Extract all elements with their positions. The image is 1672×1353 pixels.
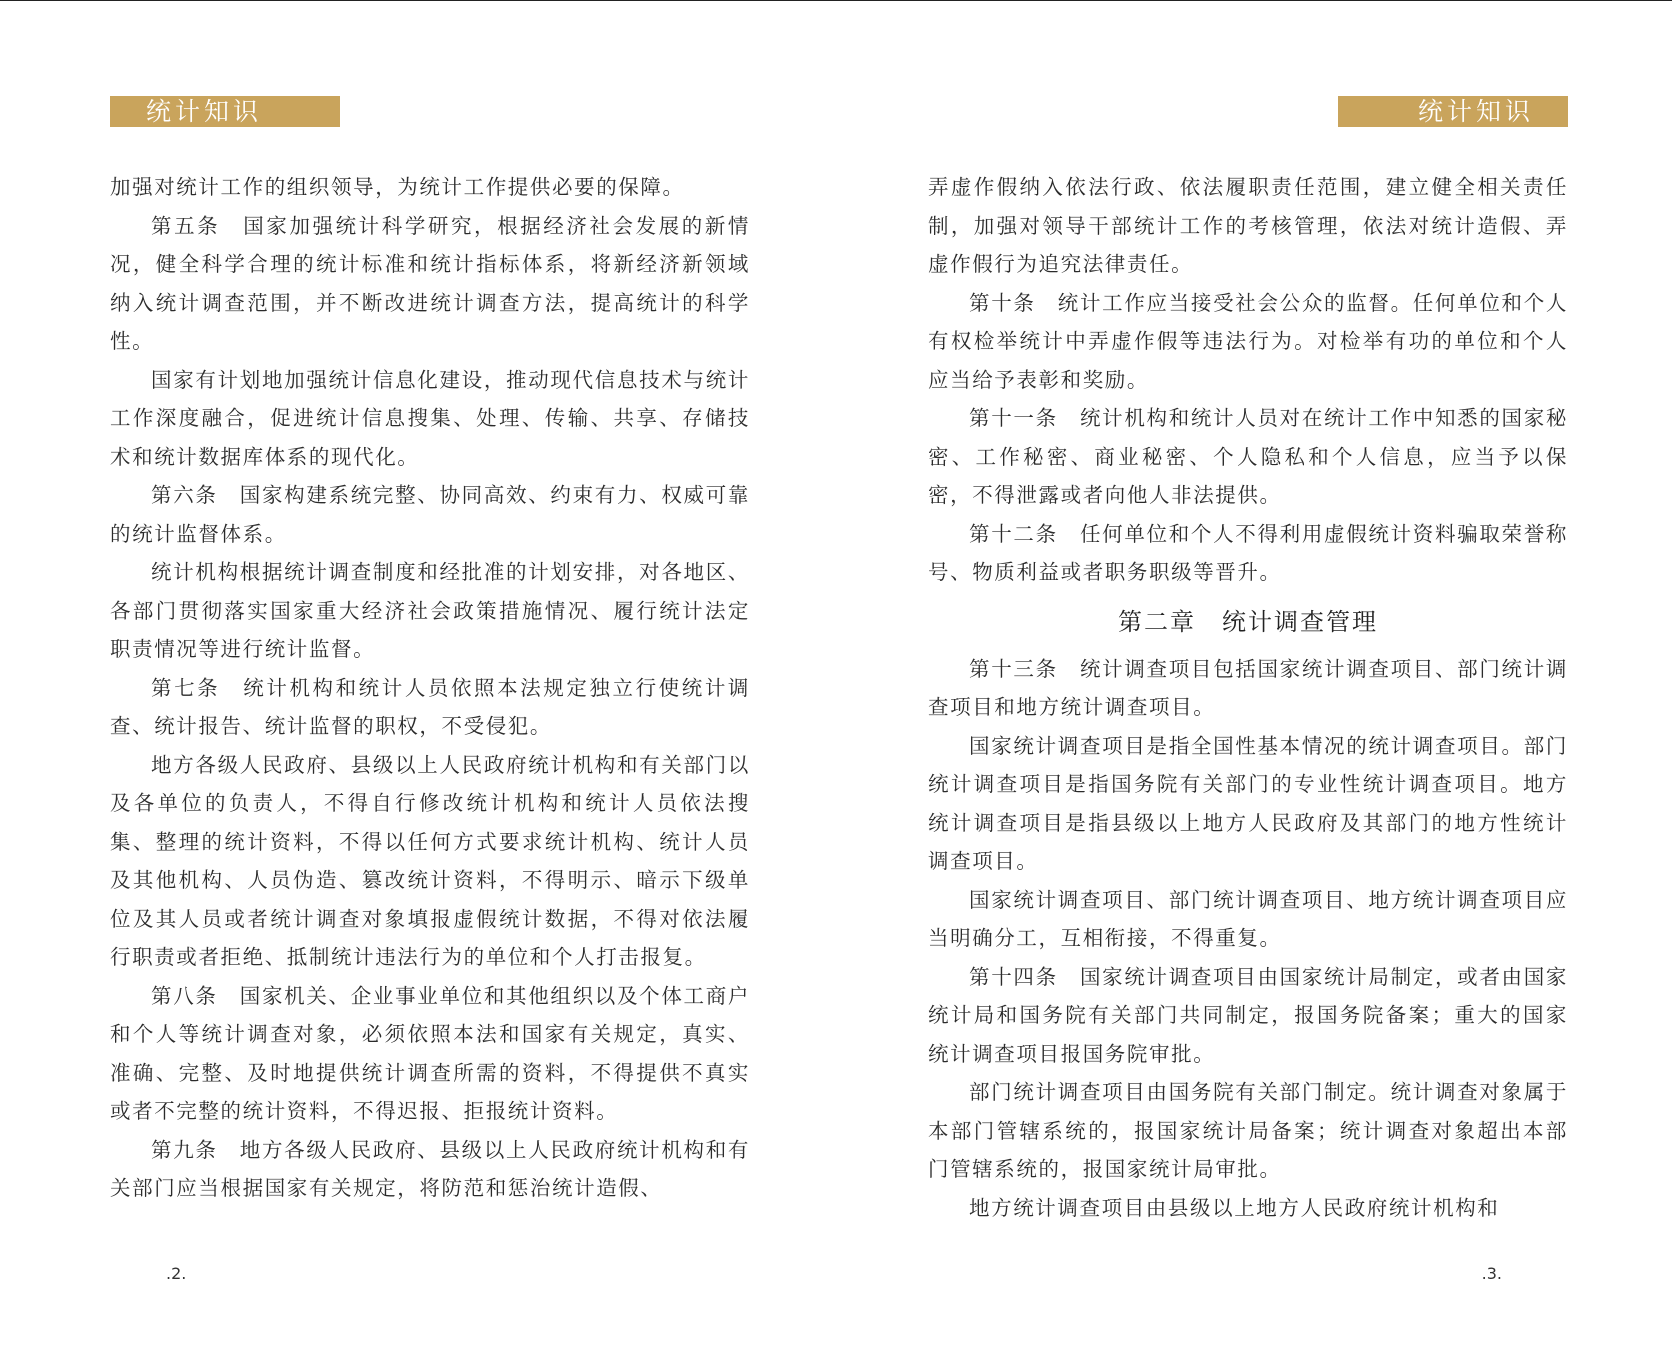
right-body-text bbox=[928, 168, 1568, 1227]
right-header-band: 统计知识 bbox=[1338, 96, 1568, 127]
paragraph: 国家有计划地加强统计信息化建设，推动现代信息技术与统计工作深度融合，促进统计信息搜集、处理、传输、共享、存储技术和统计数据库体系的现代化。 bbox=[110, 367, 750, 469]
paragraph: 第七条 统计机构和统计人员依照本法规定独立行使统计调查、统计报告、统计监督的职权，不受侵犯。 bbox=[110, 675, 750, 738]
right-page bbox=[928, 0, 1568, 1353]
paragraph: 地方统计调查项目由县级以上地方人民政府统计机构和 bbox=[969, 1195, 1500, 1220]
paragraph: 第六条 国家构建系统完整、协同高效、约束有力、权威可靠的统计监督体系。 bbox=[110, 483, 750, 546]
paragraph: 第十二条 任何单位和个人不得利用虚假统计资料骗取荣誉称号、物质利益或者职务职级等晋升。 bbox=[928, 521, 1568, 584]
left-page bbox=[110, 0, 750, 1353]
paragraph: 第十三条 统计调查项目包括国家统计调查项目、部门统计调查项目和地方统计调查项目。 bbox=[928, 656, 1568, 719]
paragraph: 弄虚作假纳入依法行政、依法履职责任范围，建立健全相关责任制，加强对领导干部统计工作的考核管理，依法对统计造假、弄虚作假行为追究法律责任。 bbox=[928, 175, 1568, 276]
paragraph: 国家统计调查项目、部门统计调查项目、地方统计调查项目应当明确分工，互相衔接，不得重复。 bbox=[928, 887, 1568, 950]
right-page-number: .3. bbox=[1481, 1264, 1502, 1283]
paragraph: 地方各级人民政府、县级以上人民政府统计机构和有关部门以及各单位的负责人，不得自行修改统计机构和统计人员依法搜集、整理的统计资料，不得以任何方式要求统计机构、统计人员及其他机构、人员伪造、篡改统计资料，不得明示、暗示下级单位及其人员或者统计调查对象填报虚假统计数据，不得对依法履行职责或者拒绝、抵制统计违法行为的单位和个人打击报复。 bbox=[110, 752, 750, 969]
paragraph: 第八条 国家机关、企业事业单位和其他组织以及个体工商户和个人等统计调查对象，必须依照本法和国家有关规定，真实、准确、完整、及时地提供统计调查所需的资料，不得提供不真实或者不完整的统计资料，不得迟报、拒报统计资料。 bbox=[110, 983, 750, 1123]
paragraph: 第十四条 国家统计调查项目由国家统计局制定，或者由国家统计局和国务院有关部门共同制定，报国务院备案；重大的国家统计调查项目报国务院审批。 bbox=[928, 964, 1568, 1066]
paragraph: 加强对统计工作的组织领导，为统计工作提供必要的保障。 bbox=[110, 175, 685, 199]
paragraph: 第九条 地方各级人民政府、县级以上人民政府统计机构和有关部门应当根据国家有关规定，将防范和惩治统计造假、 bbox=[110, 1137, 750, 1200]
paragraph: 第五条 国家加强统计科学研究，根据经济社会发展的新情况，健全科学合理的统计标准和统计指标体系，将新经济新领域纳入统计调查范围，并不断改进统计调查方法，提高统计的科学性。 bbox=[110, 213, 750, 353]
paragraph: 部门统计调查项目由国务院有关部门制定。统计调查对象属于本部门管辖系统的，报国家统计局备案；统计调查对象超出本部门管辖系统的，报国家统计局审批。 bbox=[928, 1080, 1568, 1181]
paragraph: 第十一条 统计机构和统计人员对在统计工作中知悉的国家秘密、工作秘密、商业秘密、个人隐私和个人信息，应当予以保密，不得泄露或者向他人非法提供。 bbox=[928, 406, 1568, 507]
chapter-title: 第二章 统计调查管理 bbox=[1118, 607, 1378, 636]
left-page-number: .2. bbox=[166, 1264, 187, 1283]
left-header-band: 统计知识 bbox=[110, 96, 340, 127]
paragraph: 统计机构根据统计调查制度和经批准的计划安排，对各地区、各部门贯彻落实国家重大经济社会政策措施情况、履行统计法定职责情况等进行统计监督。 bbox=[110, 560, 750, 661]
left-body-text bbox=[110, 168, 750, 1208]
paragraph: 国家统计调查项目是指全国性基本情况的统计调查项目。部门统计调查项目是指国务院有关部门的专业性统计调查项目。地方统计调查项目是指县级以上地方人民政府及其部门的地方性统计调查项目。 bbox=[928, 733, 1568, 873]
paragraph: 第十条 统计工作应当接受社会公众的监督。任何单位和个人有权检举统计中弄虚作假等违法行为。对检举有功的单位和个人应当给予表彰和奖励。 bbox=[928, 290, 1568, 392]
